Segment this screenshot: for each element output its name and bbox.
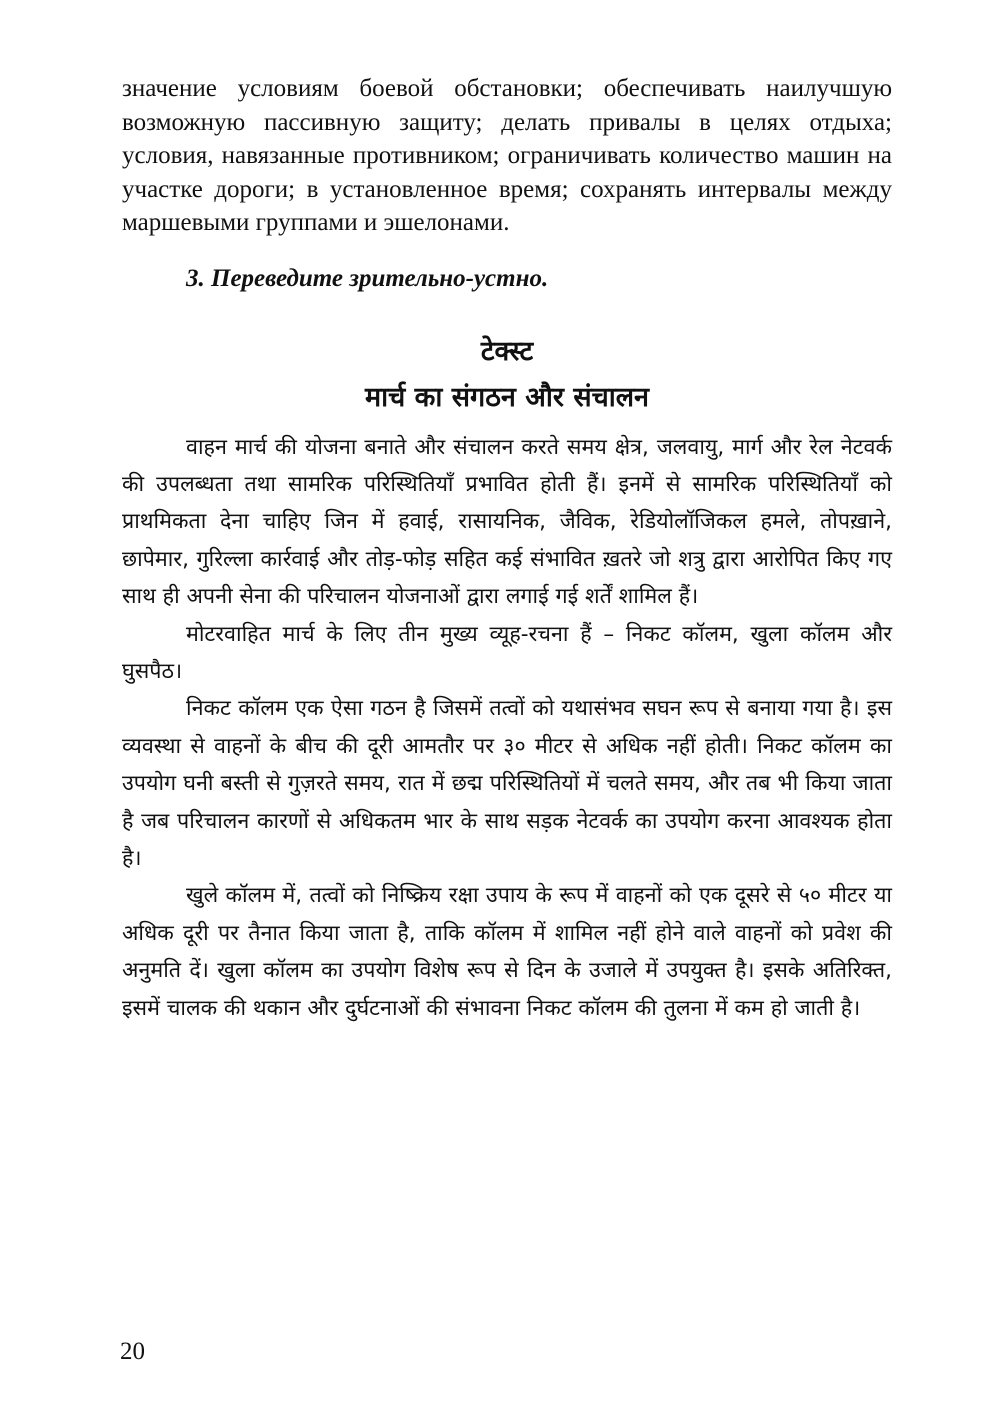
exercise-instruction: 3. Переведите зрительно-устно. [186,264,549,292]
heading-line-2: मार्च का संगठन और संचालन [364,381,650,413]
russian-paragraph: значение условиям боевой обстановки; обеспечивать наилучшую возможную пассивную защиту; делать привалы в целях отдыха; условия, навязанные противником; ограничивать количество машин на участке дороги; в установленное время; сохранять интервалы между маршевыми группами и эшелонами. [122,75,892,236]
page-content [122,72,892,1027]
paragraph-3: निकट कॉलम एक ऐसा गठन है जिसमें तत्वों को यथासंभव सघन रूप से बनाया गया है। इस व्यवस्था से वाहनों के बीच की दूरी आमतौर पर ३० मीटर से अधिक नहीं होती। निकट कॉलम का उपयोग घनी बस्ती से गुज़रते समय, रात में छद्म परिस्थितियों में चलते समय, और तब भी किया जाता है जब परिचालन कारणों से अधिकतम भार के साथ सड़क नेटवर्क का उपयोग करना आवश्यक होता है। [122,696,892,871]
section-heading [122,329,892,421]
paragraph-4: खुले कॉलम में, तत्वों को निष्क्रिय रक्षा उपाय के रूप में वाहनों को एक दूसरे से ५० मीटर या अधिक दूरी पर तैनात किया जाता है, ताकि कॉलम में शामिल नहीं होने वाले वाहनों को प्रवेश की अनुमति दें। खुला कॉलम का उपयोग विशेष रूप से दिन के उजाले में उपयुक्त है। इसके अतिरिक्त, इसमें चालक की थकान और दुर्घटनाओं की संभावना निकट कॉलम की तुलना में कम हो जाती है। [122,883,892,1021]
page-number: 20 [120,1338,145,1365]
hindi-text-body [122,429,892,1028]
paragraph-2: मोटरवाहित मार्च के लिए तीन मुख्य व्यूह-रचना हैं – निकट कॉलम, खुला कॉलम और घुसपैठ। [122,621,892,684]
heading-line-1: टेक्स्ट [480,335,534,367]
paragraph-1: वाहन मार्च की योजना बनाते और संचालन करते समय क्षेत्र, जलवायु, मार्ग और रेल नेटवर्क की उपलब्धता तथा सामरिक परिस्थितियाँ प्रभावित होती हैं। इनमें से सामरिक परिस्थितियाँ को प्राथमिकता देना चाहिए जिन में हवाई, रासायनिक, जैविक, रेडियोलॉजिकल हमले, तोपख़ाने, छापेमार, गुरिल्ला कार्रवाई और तोड़-फोड़ सहित कई संभावित ख़तरे जो शत्रु द्वारा आरोपित किए गए साथ ही अपनी सेना की परिचालन योजनाओं द्वारा लगाई गई शर्तें शामिल हैं। [122,434,892,610]
